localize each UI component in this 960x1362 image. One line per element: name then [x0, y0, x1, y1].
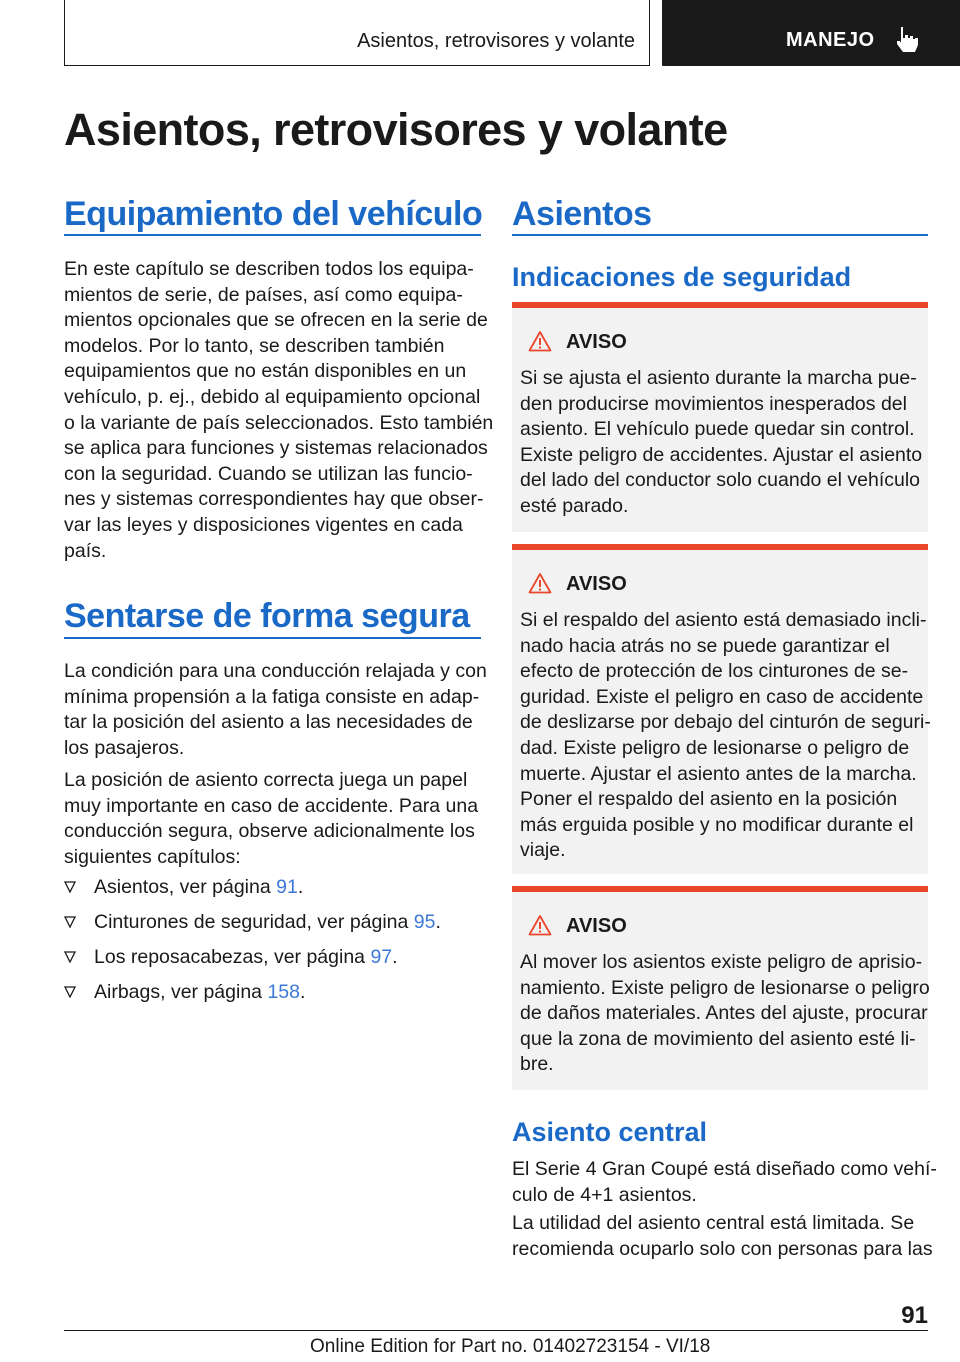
hand-pointer-icon: [894, 25, 920, 53]
warning-box: [512, 544, 931, 874]
text-line: vehículo, p. ej., debido al equipamiento opcional: [64, 385, 481, 408]
text-line: bre.: [520, 1053, 554, 1076]
heading-rule: [64, 234, 481, 236]
text-line: los pasajeros.: [64, 736, 185, 759]
paragraph-central-1: [512, 1157, 937, 1208]
text-line: conducción segura, observe adicionalmente los: [64, 820, 475, 843]
text-line: más erguida posible y no modificar durante el: [520, 813, 914, 836]
text-line: Existe peligro de accidentes. Ajustar el asiento: [520, 443, 923, 466]
heading-rule: [64, 637, 481, 639]
warning-label: AVISO: [566, 915, 627, 937]
text-line: del lado del conductor solo cuando el vehículo: [520, 469, 921, 492]
warning-label: AVISO: [566, 573, 627, 595]
text-line: mientos opcionales que se ofrecen en la serie de: [64, 309, 488, 332]
paragraph-sentarse-1: [64, 659, 487, 761]
list-item-end: .: [297, 876, 304, 898]
heading-indicaciones: Indicaciones de seguridad: [512, 262, 852, 292]
warning-box: [512, 302, 928, 532]
text-line: En este capítulo se describen todos los equipa‐: [64, 258, 474, 280]
text-line: país.: [64, 539, 107, 562]
list-item-text: Cinturones de seguridad, ver página: [94, 911, 414, 933]
text-line: asiento. El vehículo puede quedar sin control.: [520, 418, 915, 441]
list-item-text: Asientos, ver página: [94, 876, 277, 898]
text-line: namiento. Existe peligro de lesionarse o peligro: [520, 976, 930, 999]
text-line: viaje.: [520, 839, 566, 862]
warning-box: [512, 886, 928, 1090]
footer-rule: [64, 1330, 928, 1331]
section-tab-label: MANEJO: [786, 29, 875, 51]
text-line: de daños materiales. Antes del ajuste, procurar: [520, 1002, 928, 1025]
text-line: de deslizarse por debajo del cinturón de seguri‐: [520, 711, 931, 734]
heading-asientos: Asientos: [512, 195, 652, 233]
heading-asiento-central: Asiento central: [512, 1117, 708, 1147]
list-item-end: .: [392, 946, 398, 968]
text-line: mientos de serie, de países, así como equipa‐: [64, 283, 463, 306]
paragraph-equipamiento: [64, 257, 493, 564]
text-line: modelos. Por lo tanto, se describen también: [64, 334, 445, 357]
page-number: 91: [901, 1302, 928, 1329]
list-item-text: Los reposacabezas, ver página: [94, 946, 371, 968]
heading-sentarse: Sentarse de forma segura: [64, 597, 470, 635]
page-header: [0, 0, 960, 66]
text-line: Si el respaldo del asiento está demasiado incli‐: [520, 609, 927, 631]
list-item-text: Airbags, ver página: [94, 981, 268, 1003]
footer-edition: Online Edition for Part no. 01402723154 - VI/18: [310, 1336, 711, 1357]
text-line: Poner el respaldo del asiento en la posición: [520, 788, 898, 811]
text-line: tar la posición del asiento a las necesidades de: [64, 711, 473, 734]
triangle-bullet-icon: [64, 916, 76, 928]
list-item-end: .: [299, 981, 306, 1003]
text-line: equipamientos que no están disponibles en un: [64, 360, 467, 383]
triangle-bullet-icon: [64, 951, 76, 963]
text-line: culo de 4+1 asientos.: [512, 1183, 697, 1206]
chapter-tab: [64, 0, 650, 66]
text-line: esté parado.: [520, 494, 629, 517]
page-title: Asientos, retrovisores y volante: [64, 104, 728, 155]
text-line: El Serie 4 Gran Coupé está diseñado como vehí‐: [512, 1158, 937, 1180]
text-line: siguientes capítulos:: [64, 845, 241, 868]
triangle-bullet-icon: [64, 986, 76, 998]
warning-triangle-icon: [528, 572, 552, 594]
paragraph-central-2: [512, 1211, 933, 1262]
page-link-97[interactable]: 97: [370, 946, 393, 968]
warning-label: AVISO: [566, 331, 627, 353]
paragraph-sentarse-2: [64, 768, 478, 870]
text-line: nado hacia atrás no se puede garantizar el: [520, 634, 890, 657]
chapter-list: [64, 876, 481, 1006]
text-line: guridad. Existe el peligro en caso de accidente: [520, 685, 924, 708]
text-line: muerte. Ajustar el asiento antes de la marcha.: [520, 762, 917, 785]
text-line: La posición de asiento correcta juega un papel: [64, 769, 468, 791]
text-line: o la variante de país seleccionados. Esto también: [64, 411, 494, 434]
text-line: La utilidad del asiento central está limitada. Se: [512, 1212, 915, 1234]
text-line: recomienda ocuparlo solo con personas para las: [512, 1237, 933, 1260]
page-link-91[interactable]: 91: [276, 876, 298, 898]
chapter-tab-label: Asientos, retrovisores y volante: [357, 30, 635, 52]
page-link-158[interactable]: 158: [267, 981, 300, 1003]
warning-triangle-icon: [528, 330, 552, 352]
text-line: se aplica para funciones y sistemas relacionados: [64, 437, 488, 460]
text-line: muy importante en caso de accidente. Para una: [64, 794, 479, 817]
page-link-95[interactable]: 95: [413, 911, 436, 933]
warning-text: [520, 950, 930, 1078]
text-line: var las leyes y disposiciones vigentes en cada: [64, 513, 463, 536]
list-item-end: .: [435, 911, 441, 933]
text-line: que la zona de movimiento del asiento esté li‐: [520, 1027, 916, 1050]
text-line: efecto de protección de los cinturones de se‐: [520, 660, 909, 683]
text-line: con la seguridad. Cuando se utilizan las funcio‐: [64, 462, 473, 485]
text-line: den producirse movimientos inesperados del: [520, 392, 907, 415]
heading-rule: [512, 234, 928, 236]
text-line: La condición para una conducción relajada y con: [64, 660, 487, 682]
triangle-bullet-icon: [64, 881, 76, 893]
text-line: mínima propensión a la fatiga consiste en adap‐: [64, 685, 480, 708]
warning-text: [520, 366, 924, 520]
text-line: Al mover los asientos existe peligro de aprisio‐: [520, 951, 923, 973]
text-line: Si se ajusta el asiento durante la marcha pue‐: [520, 367, 917, 389]
warning-triangle-icon: [528, 914, 552, 936]
text-line: nes y sistemas correspondientes hay que obser‐: [64, 488, 484, 511]
text-line: dad. Existe peligro de lesionarse o peligro de: [520, 736, 910, 759]
warning-text: [520, 608, 931, 864]
heading-equipamiento: Equipamiento del vehículo: [64, 195, 483, 233]
